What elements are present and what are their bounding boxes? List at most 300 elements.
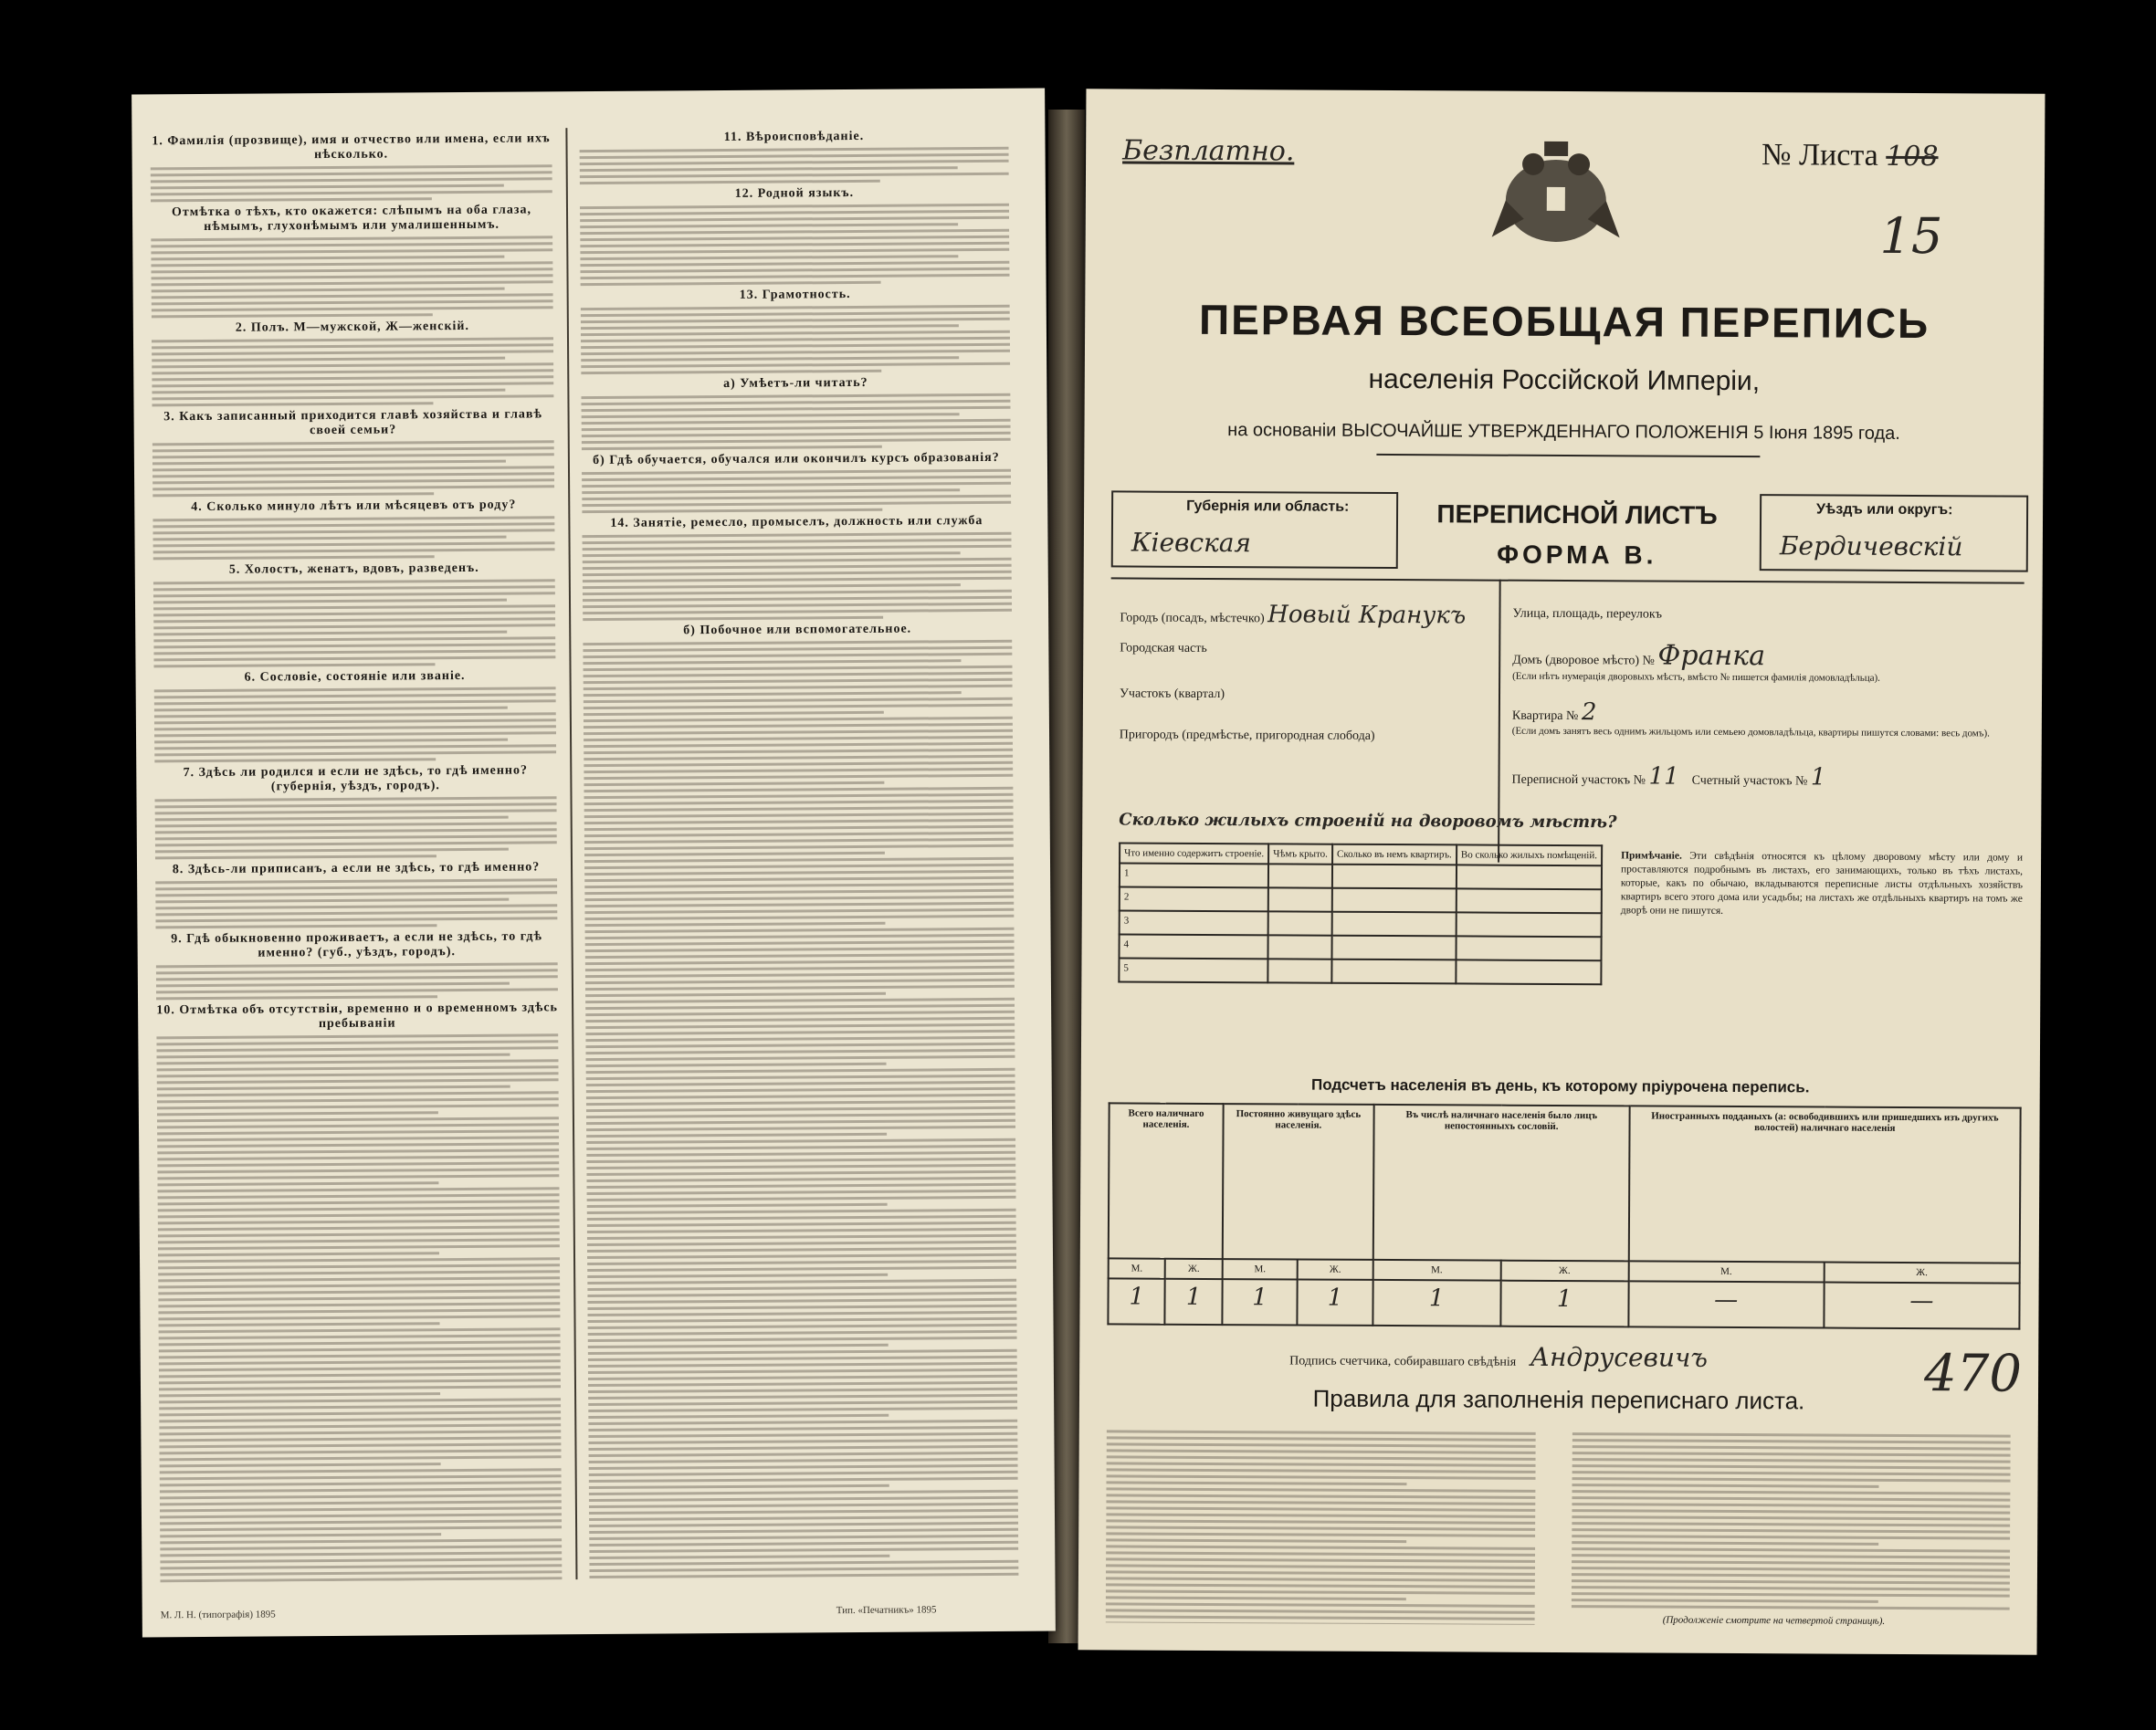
text-line <box>584 691 962 697</box>
census-district-value: 11 <box>1648 762 1679 791</box>
text-line <box>153 592 555 597</box>
column-divider <box>565 128 577 1579</box>
text-line <box>153 611 555 616</box>
text-line <box>153 636 555 642</box>
text-line <box>1572 1567 2010 1572</box>
handwritten-number-470: 470 <box>1923 1344 2023 1404</box>
text-line <box>1106 1621 1535 1624</box>
section-heading: Отмѣтка о тѣхъ, кто окажется: слѣпымъ на оба глаза, нѣмымъ, глухонѣмымъ или умалишеннымъ. <box>171 203 532 234</box>
text-line <box>580 267 1009 273</box>
text-line <box>155 917 557 922</box>
text-line <box>1572 1484 1878 1488</box>
text-line <box>1107 1474 1536 1479</box>
text-line <box>160 1481 562 1486</box>
text-line <box>580 242 1009 247</box>
text-line <box>155 924 436 928</box>
text-line <box>158 1302 560 1307</box>
text-line <box>586 1075 1015 1080</box>
text-line <box>151 248 552 254</box>
text-line <box>152 529 554 534</box>
text-line <box>158 1289 560 1295</box>
text-line <box>154 687 556 692</box>
text-line <box>159 1442 561 1448</box>
text-line <box>1106 1532 1535 1536</box>
table-row <box>1119 934 1601 960</box>
text-line <box>583 571 1012 576</box>
section-heading: 14. Занятіе, ремесло, промыселъ, должность или служба <box>610 514 983 530</box>
text-line <box>588 1420 1017 1425</box>
text-line <box>588 1432 1017 1438</box>
text-line <box>587 1266 1016 1272</box>
text-line <box>580 216 1009 222</box>
text-line <box>587 1260 1016 1265</box>
text-line <box>582 509 882 513</box>
text-line <box>152 522 554 528</box>
text-line <box>160 1500 562 1505</box>
text-line <box>158 1219 560 1224</box>
text-line <box>1106 1545 1535 1549</box>
text-line <box>584 697 1013 703</box>
text-line <box>154 744 556 750</box>
text-line <box>586 1138 1015 1144</box>
text-line <box>589 1541 1018 1547</box>
text-line <box>152 369 553 374</box>
text-line <box>151 261 552 267</box>
text-line <box>157 1078 559 1084</box>
text-line <box>152 516 554 521</box>
text-line <box>160 1487 562 1493</box>
text-line <box>581 281 881 286</box>
text-line <box>158 1315 560 1320</box>
text-line <box>158 1252 439 1256</box>
text-line <box>580 160 1009 165</box>
text-line <box>152 280 553 286</box>
text-line <box>157 1187 559 1192</box>
section-heading: 2. Полъ. М—мужской, Ж—женскій. <box>235 319 470 335</box>
text-line <box>586 1100 1015 1106</box>
text-line <box>587 1317 1016 1323</box>
table-cell: 2 <box>1120 886 1268 911</box>
text-line <box>586 1087 1015 1093</box>
section-heading: 7. Здѣсь ли родился и если не здѣсь, то гдѣ именно? (губернія, уѣздъ, городъ). <box>183 763 529 794</box>
text-line <box>586 1081 1015 1086</box>
text-line <box>156 1046 558 1052</box>
text-line <box>581 362 1010 368</box>
text-line <box>153 536 507 541</box>
text-line <box>1106 1538 1406 1543</box>
text-line <box>583 551 961 557</box>
text-line <box>1106 1577 1535 1581</box>
text-line <box>160 1577 562 1582</box>
double-headed-eagle-emblem <box>1488 137 1625 257</box>
text-line <box>158 1212 560 1218</box>
text-line <box>587 1298 1016 1304</box>
text-line <box>1106 1609 1535 1613</box>
text-line <box>152 478 554 484</box>
text-line <box>584 787 1013 792</box>
text-line <box>152 306 553 311</box>
text-line <box>158 1238 560 1243</box>
text-line <box>156 1040 558 1045</box>
text-line <box>585 1017 1015 1022</box>
text-line <box>588 1445 1017 1451</box>
text-line <box>582 425 1011 431</box>
text-line <box>1106 1564 1535 1568</box>
text-line <box>588 1324 1017 1329</box>
text-line <box>589 1573 1018 1578</box>
text-line <box>1572 1445 2011 1451</box>
text-line <box>159 1436 561 1442</box>
text-line <box>589 1477 1018 1483</box>
text-line <box>1572 1509 2010 1515</box>
text-line <box>157 1117 559 1122</box>
table-cell <box>1268 911 1332 935</box>
text-line <box>1106 1519 1535 1524</box>
text-line <box>160 1533 441 1537</box>
count-value-cell: 1 <box>1372 1280 1500 1326</box>
text-line <box>582 488 960 494</box>
text-line <box>1106 1494 1535 1498</box>
text-line <box>154 731 556 737</box>
section-heading: 11. Вѣроисповѣданіе. <box>723 129 865 144</box>
text-line <box>587 1274 888 1278</box>
table-cell <box>1332 865 1457 889</box>
text-line <box>581 370 881 374</box>
text-line <box>584 774 1013 780</box>
text-line <box>153 663 435 667</box>
left-page-footer: М. Л. Н. (типографія) 1895 <box>160 1609 276 1621</box>
text-line <box>589 1464 1018 1470</box>
text-line <box>584 852 885 856</box>
text-line <box>580 147 1009 152</box>
text-line <box>1572 1503 2010 1508</box>
rules-column-2 <box>1572 1429 2011 1614</box>
text-line <box>157 1142 559 1148</box>
dwelling-table <box>1118 842 1603 985</box>
count-table-values <box>1108 1278 2019 1328</box>
text-line <box>159 1372 561 1378</box>
text-line <box>160 1526 562 1531</box>
count-subheader: М. <box>1109 1258 1166 1278</box>
text-line <box>156 1033 558 1039</box>
text-line <box>153 555 435 560</box>
text-line <box>589 1509 1018 1515</box>
text-line <box>586 1183 1015 1189</box>
text-line <box>588 1375 1017 1380</box>
table-cell <box>1457 865 1602 889</box>
text-line <box>1106 1589 1535 1594</box>
count-table-header <box>1109 1103 2021 1263</box>
text-line <box>1106 1615 1535 1620</box>
text-line <box>151 236 552 241</box>
text-line <box>587 1221 1016 1227</box>
text-line <box>585 940 1015 946</box>
text-line <box>1107 1449 1536 1453</box>
text-line <box>1572 1528 2010 1534</box>
text-line <box>160 1551 562 1557</box>
text-line <box>154 750 556 756</box>
text-line <box>584 889 1014 895</box>
text-line <box>157 1065 559 1071</box>
text-line <box>153 643 555 648</box>
text-line <box>584 761 1013 767</box>
text-line <box>1106 1481 1406 1485</box>
count-value-cell: 1 <box>1298 1279 1373 1325</box>
house-note: (Если нѣтъ нумерація дворовыхъ мѣстъ, вмѣсто № пишется фамилія домовладѣльца). <box>1512 670 1880 684</box>
text-line <box>152 440 554 446</box>
text-line <box>587 1285 1016 1291</box>
count-subheader: М. <box>1628 1261 1824 1282</box>
text-line <box>153 579 555 584</box>
text-line <box>1106 1506 1535 1511</box>
text-line <box>580 166 958 172</box>
text-line <box>580 153 1009 159</box>
remark-text: Эти свѣдѣнія относятся къ цѣлому дворовому мѣсту или дому и проставляются подробнымъ въ листахъ, его занимающихъ, только въ тѣхъ листахъ, которые, какъ по обычаю, вкладываются переписные листы отдѣльныхъ хозяйствъ квартиръ всего этого дома или усадьбы; на листахъ же отдѣльныхъ квартиръ на томъ же дворѣ они не пишутся. <box>1620 850 2024 917</box>
apartment-note: (Если домъ занятъ весь однимъ жильцомъ или семьею домовладѣльца, квартиры пишутся словами: весь домъ). <box>1511 725 1990 739</box>
text-line <box>153 548 555 553</box>
section-heading: 4. Сколько минуло лѣтъ или мѣсяцевъ отъ роду? <box>191 498 517 515</box>
text-line <box>158 1276 560 1282</box>
text-line <box>155 878 557 884</box>
census-district-field: Переписной участокъ № 11 Счетный участокъ № 1 <box>1511 762 1826 792</box>
text-line <box>1107 1468 1536 1473</box>
section-heading: 6. Сословіе, состояніе или званіе. <box>244 668 466 685</box>
section-heading: 13. Грамотность. <box>739 288 851 302</box>
text-line <box>160 1468 562 1473</box>
text-line <box>587 1311 1016 1316</box>
rules-title: Правила для заполненія переписнаго листа. <box>1312 1384 1805 1415</box>
text-line <box>582 406 1011 412</box>
text-line <box>154 712 556 718</box>
text-line <box>580 210 1009 215</box>
text-line <box>159 1410 561 1416</box>
dwelling-table-header <box>1120 843 1602 865</box>
text-line <box>588 1381 1017 1387</box>
text-line <box>581 337 1010 342</box>
text-line <box>583 609 1012 614</box>
text-line <box>584 800 1014 805</box>
text-line <box>1572 1458 2011 1463</box>
text-line <box>587 1279 1016 1284</box>
section-heading: 3. Какъ записанный приходится главѣ хозяйства и главѣ своей семьи? <box>163 407 542 438</box>
text-line <box>153 541 555 547</box>
text-line <box>583 558 1012 563</box>
text-line <box>155 822 557 827</box>
text-line <box>1572 1592 2010 1598</box>
text-line <box>588 1400 1017 1406</box>
text-line <box>1106 1596 1406 1600</box>
text-line <box>587 1203 888 1208</box>
text-line <box>157 1111 438 1116</box>
dwelling-column-header: Сколько въ немъ квартиръ. <box>1332 844 1457 865</box>
text-line <box>580 261 1009 267</box>
text-line <box>1106 1487 1535 1492</box>
text-line <box>159 1385 561 1390</box>
section-heading: 5. Холостъ, женатъ, вдовъ, разведенъ. <box>228 561 479 577</box>
signature-field: Подпись счетчика, собиравшаго свѣдѣнія Андрусевичъ <box>1289 1341 1709 1373</box>
text-line <box>584 838 1014 844</box>
text-line <box>584 781 884 786</box>
text-line <box>1572 1547 2010 1553</box>
text-line <box>1107 1430 1536 1434</box>
rules-column-1 <box>1106 1426 1536 1624</box>
text-line <box>158 1225 560 1231</box>
text-line <box>586 1170 1015 1176</box>
text-line <box>154 758 436 762</box>
count-subheader: Ж. <box>1824 1263 2019 1284</box>
text-line <box>155 910 557 916</box>
guberniya-box <box>1111 490 1398 569</box>
text-line <box>588 1368 1017 1374</box>
text-line <box>584 711 884 716</box>
text-line <box>152 466 554 471</box>
text-line <box>152 313 433 318</box>
count-subheader: М. <box>1372 1260 1500 1281</box>
text-line <box>584 844 1014 850</box>
table-cell <box>1268 935 1332 959</box>
text-line <box>584 902 1014 907</box>
text-line <box>588 1362 1017 1368</box>
text-line <box>589 1452 1018 1457</box>
text-line <box>585 985 1015 991</box>
text-line <box>584 864 1014 869</box>
text-line <box>157 1155 559 1160</box>
text-line <box>153 655 555 661</box>
text-line <box>152 299 553 305</box>
text-line <box>152 446 554 452</box>
text-line <box>151 267 552 273</box>
text-line <box>159 1322 440 1326</box>
text-line <box>155 802 557 808</box>
text-line <box>584 813 1014 818</box>
text-line <box>588 1349 1017 1355</box>
text-line <box>155 898 509 904</box>
table-cell <box>1332 888 1457 913</box>
text-line <box>158 1193 560 1199</box>
rules-footer: (Продолженіе смотрите на четвертой страницѣ). <box>1662 1614 1886 1627</box>
text-line <box>580 255 958 260</box>
text-line <box>589 1503 1018 1508</box>
handwritten-number-15: 15 <box>1879 206 1943 266</box>
text-line <box>152 492 434 497</box>
text-line <box>1107 1455 1536 1460</box>
text-line <box>159 1327 561 1333</box>
uezd-label: Уѣздъ или округъ: <box>1816 501 1953 519</box>
table-cell: 4 <box>1119 934 1267 959</box>
text-line <box>584 717 1013 722</box>
text-line <box>160 1455 562 1461</box>
text-line <box>584 857 1014 863</box>
text-line <box>585 928 1015 933</box>
text-line <box>586 1164 1015 1169</box>
text-line <box>583 603 1012 608</box>
text-line <box>1572 1586 2010 1591</box>
remark-block <box>1621 849 2023 919</box>
street-label: Улица, площадь, переулокъ <box>1512 606 1663 622</box>
text-line <box>589 1522 1018 1527</box>
text-line <box>582 438 1011 444</box>
sheet-number-value: 108 <box>1886 140 1939 173</box>
text-line <box>160 1519 562 1525</box>
table-cell <box>1456 912 1601 937</box>
sheet-number-label: № Листа 108 <box>1762 138 1939 173</box>
text-line <box>586 1113 1015 1118</box>
count-subheader: Ж. <box>1500 1261 1628 1282</box>
text-line <box>588 1388 1017 1393</box>
text-line <box>585 959 1015 965</box>
text-line <box>584 685 1013 690</box>
guberniya-label: Губернія или область: <box>1186 498 1350 515</box>
text-line <box>584 819 1014 824</box>
text-line <box>1572 1611 2010 1614</box>
uezd-value: Бердичевскій <box>1779 530 1963 562</box>
text-line <box>152 394 553 400</box>
text-line <box>587 1209 1016 1214</box>
text-line <box>154 718 556 724</box>
text-line <box>157 1104 559 1109</box>
text-line <box>581 343 1010 349</box>
count-value-cell: — <box>1628 1281 1824 1327</box>
text-line <box>585 1030 1015 1035</box>
text-line <box>1106 1557 1535 1562</box>
text-line <box>155 904 557 909</box>
text-line <box>1572 1496 2010 1502</box>
text-line <box>1572 1515 2010 1521</box>
text-line <box>582 413 960 418</box>
text-line <box>155 885 557 890</box>
text-line <box>159 1359 561 1365</box>
text-line <box>583 659 961 665</box>
text-line <box>584 723 1013 729</box>
text-line <box>151 171 552 176</box>
text-line <box>158 1200 560 1205</box>
district-label: Участокъ (квартал) <box>1119 687 1225 702</box>
text-line <box>1106 1583 1535 1588</box>
text-line <box>158 1308 560 1314</box>
text-line <box>586 1094 1015 1099</box>
table-row <box>1120 910 1602 937</box>
text-line <box>154 699 556 705</box>
text-line <box>587 1196 1016 1201</box>
text-line <box>583 577 1012 582</box>
text-line <box>585 992 886 997</box>
text-line <box>152 357 505 362</box>
text-line <box>584 742 1013 748</box>
text-line <box>585 1043 1015 1048</box>
text-line <box>156 995 437 1000</box>
table-cell: 1 <box>1120 863 1268 887</box>
text-line <box>153 624 555 629</box>
text-line <box>589 1535 1018 1540</box>
text-line <box>159 1392 440 1397</box>
text-line <box>583 539 1012 544</box>
text-line <box>157 1072 559 1077</box>
guberniya-value: Кіевская <box>1131 527 1252 559</box>
text-line <box>152 362 553 368</box>
text-line <box>152 274 553 279</box>
section-heading: б) Побочное или вспомогательное. <box>683 622 912 638</box>
text-line <box>582 476 1011 481</box>
text-line <box>151 177 552 183</box>
text-line <box>582 482 1011 488</box>
text-line <box>585 1049 1015 1054</box>
text-line <box>581 274 1010 279</box>
text-line <box>589 1458 1018 1463</box>
form-subtitle: населенія Россійской Имперіи, <box>1368 363 1761 397</box>
text-line <box>1572 1490 2010 1495</box>
text-line <box>152 485 554 490</box>
text-line <box>583 616 883 621</box>
